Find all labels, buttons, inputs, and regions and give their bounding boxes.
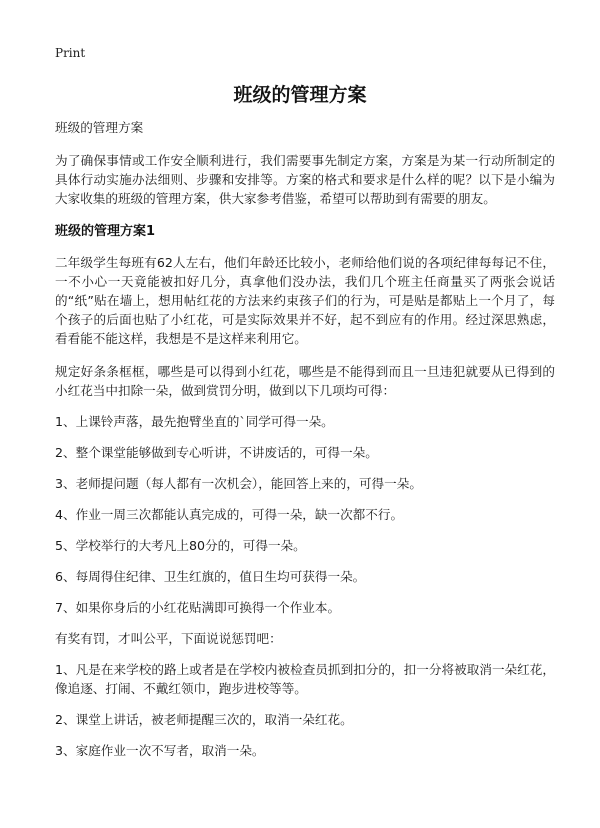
list-item: 1、凡是在来学校的路上或者是在学校内被检查员抓到扣分的，扣一分将被取消一朵红花，像追逐、打闹、不戴红领巾，跑步进校等等。 <box>55 662 555 696</box>
list-item: 2、课堂上讲话，被老师提醒三次的，取消一朵红花。 <box>55 712 353 727</box>
body-paragraph: 规定好条条框框，哪些是可以得到小红花，哪些是不能得到而且一旦违犯就要从已得到的小红花当中扣除一朵，做到赏罚分明，做到以下几项均可得： <box>55 364 555 398</box>
document-title: 班级的管理方案 <box>233 84 367 106</box>
print-label: Print <box>55 46 86 60</box>
body-paragraph: 二年级学生每班有62人左右，他们年龄还比较小，老师给他们说的各项纪律每每记不住，一不小心一天竟能被扣好几分，真拿他们没办法，我们几个班主任商量买了两张会说话的“纸”贴在墙上，想用帖红花的方法来约束孩子们的行为，可是贴是都贴上一个月了，每个孩子的后面也贴了小红花，可是实际效果并不好，起不到应有的作用。经过深思熟虑，看看能不能这样，我想是不是这样来利用它。 <box>55 255 555 346</box>
penalty-intro: 有奖有罚，才叫公平，下面说说惩罚吧： <box>55 631 282 646</box>
intro-paragraph: 为了确保事情或工作安全顺利进行，我们需要事先制定方案，方案是为某一行动所制定的具体行动实施办法细则、步骤和安排等。方案的格式和要求是什么样的呢？以下是小编为大家收集的班级的管理方案，供大家参考借鉴，希望可以帮助到有需要的朋友。 <box>55 153 555 206</box>
list-item: 2、整个课堂能够做到专心听讲，不讲废话的，可得一朵。 <box>55 445 378 460</box>
document-body <box>55 118 555 772</box>
document-subtitle: 班级的管理方案 <box>55 120 144 135</box>
list-item: 4、作业一周三次都能认真完成的，可得一朵，缺一次都不行。 <box>55 507 404 522</box>
list-item: 7、如果你身后的小红花贴满即可换得一个作业本。 <box>55 600 341 615</box>
list-item: 6、每周得住纪律、卫生红旗的，值日生均可获得一朵。 <box>55 569 366 584</box>
penalty-list <box>55 660 555 760</box>
list-item: 1、上课铃声落，最先抱臂坐直的`同学可得一朵。 <box>55 414 334 429</box>
list-item: 3、老师提问题（每人都有一次机会），能回答上来的，可得一朵。 <box>55 476 422 491</box>
reward-list <box>55 412 555 617</box>
list-item: 5、学校举行的大考凡上80分的，可得一朵。 <box>55 538 306 553</box>
section-heading: 班级的管理方案1 <box>55 224 156 239</box>
list-item: 3、家庭作业一次不写者，取消一朵。 <box>55 743 265 758</box>
